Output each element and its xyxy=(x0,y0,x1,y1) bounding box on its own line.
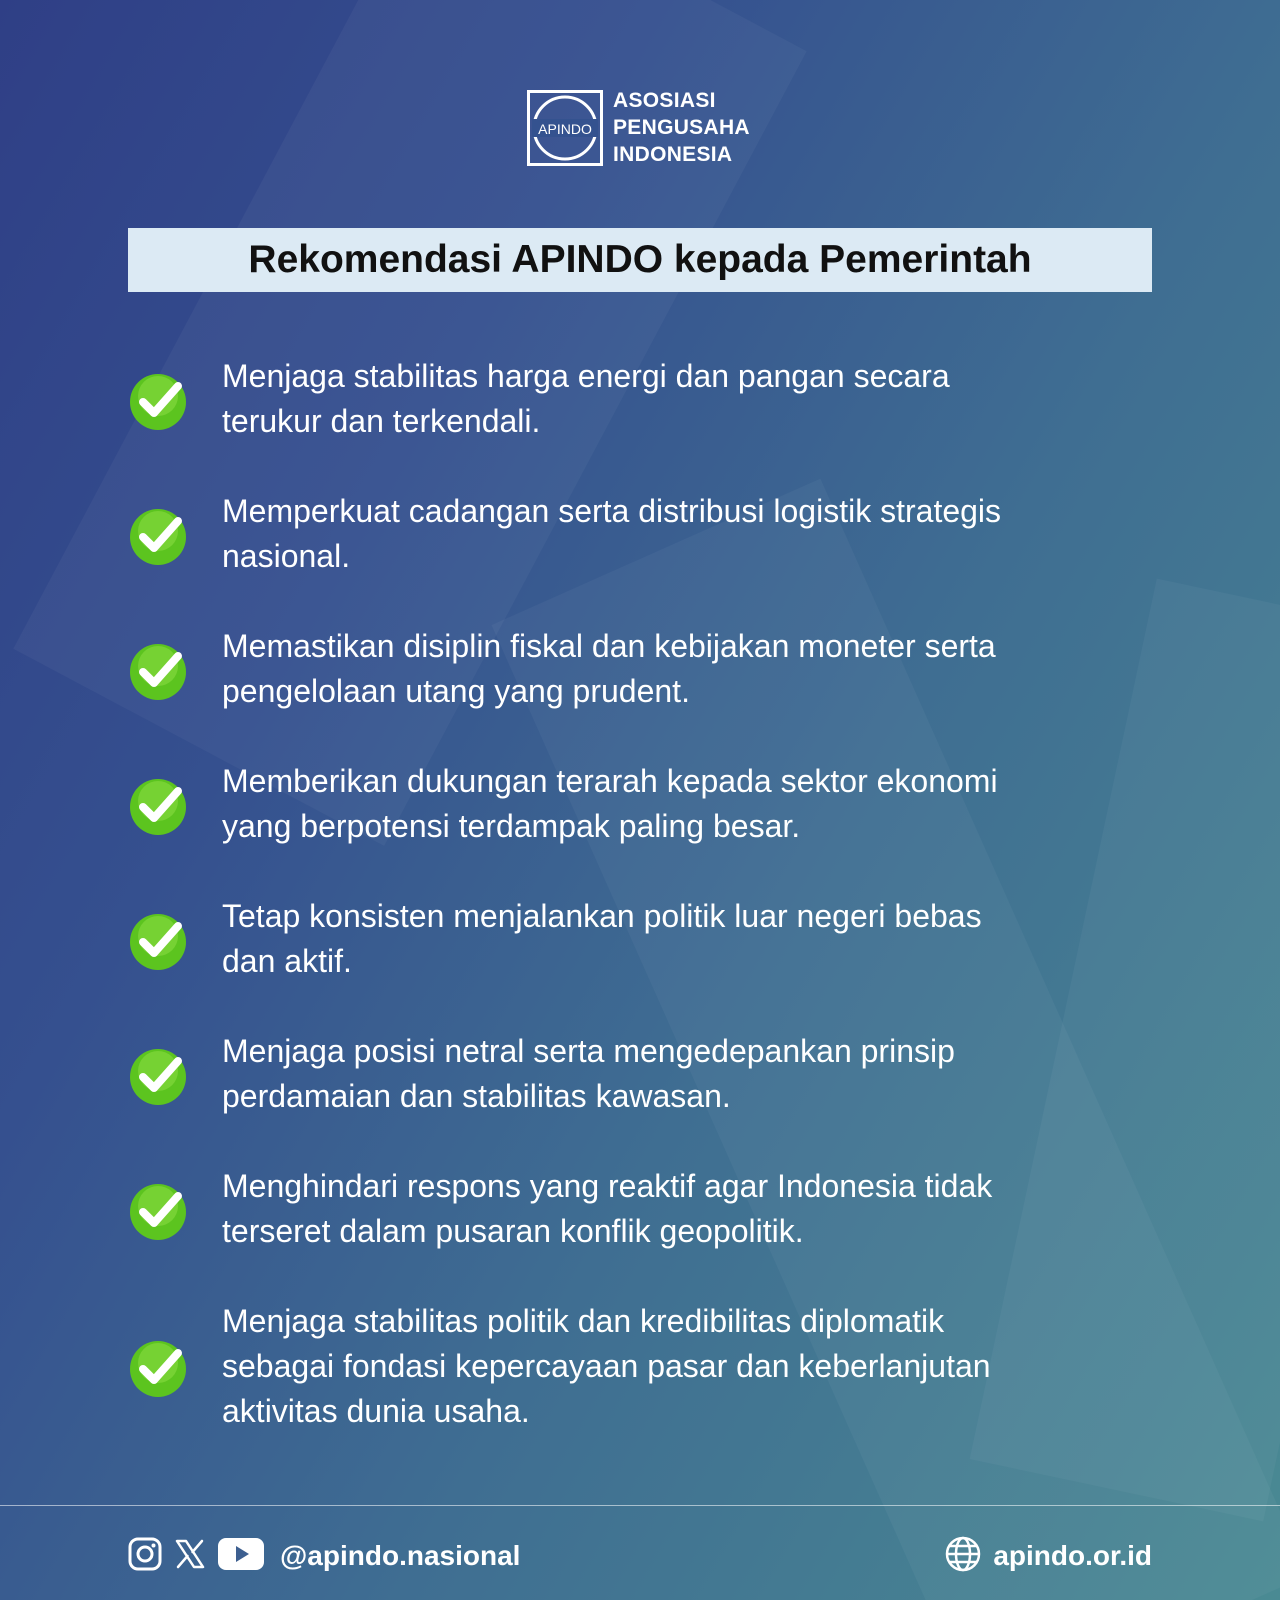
list-item-text: Memperkuat cadangan serta distribusi logistik strategis nasional. xyxy=(222,493,1002,574)
footer-divider xyxy=(0,1505,1280,1506)
apindo-logo-text xyxy=(613,87,750,168)
social-handle[interactable]: @apindo.nasional xyxy=(280,1540,521,1571)
check-icon xyxy=(128,507,188,567)
list-item-text: Menjaga stabilitas harga energi dan pangan secara terukur dan terkendali. xyxy=(222,358,950,439)
list-item-text: Menghindari respons yang reaktif agar Indonesia tidak terseret dalam pusaran konflik geopolitik. xyxy=(222,1168,993,1249)
logo-line-3: INDONESIA xyxy=(613,143,733,166)
instagram-icon[interactable] xyxy=(128,1537,162,1576)
list-item-text: Memberikan dukungan terarah kepada sektor ekonomi yang berpotensi terdampak paling besar. xyxy=(222,763,998,844)
check-icon xyxy=(128,1047,188,1107)
apindo-logo-mark xyxy=(527,90,603,166)
check-icon xyxy=(128,912,188,972)
website-url[interactable]: apindo.or.id xyxy=(993,1540,1152,1571)
logo-line-2: PENGUSAHA xyxy=(613,116,750,139)
list-item-text: Menjaga stabilitas politik dan kredibilitas diplomatik sebagai fondasi kepercayaan pasar dan keberlanjutan aktivitas dunia usaha. xyxy=(222,1303,991,1429)
page-title: Rekomendasi APINDO kepada Pemerintah xyxy=(128,228,1152,292)
globe-icon xyxy=(945,1536,981,1577)
check-icon xyxy=(128,642,188,702)
check-icon xyxy=(128,1339,188,1399)
svg-text:APINDO: APINDO xyxy=(538,120,592,137)
website-link xyxy=(945,1533,1152,1579)
apindo-logo xyxy=(527,87,750,168)
youtube-icon[interactable] xyxy=(218,1538,264,1575)
list-item-text: Tetap konsisten menjalankan politik luar negeri bebas dan aktif. xyxy=(222,898,982,979)
list-item-text: Memastikan disiplin fiskal dan kebijakan moneter serta pengelolaan utang yang prudent. xyxy=(222,628,996,709)
x-icon[interactable] xyxy=(174,1538,206,1575)
check-icon xyxy=(128,1182,188,1242)
check-icon xyxy=(128,777,188,837)
logo-line-1: ASOSIASI xyxy=(613,89,716,112)
check-icon xyxy=(128,372,188,432)
list-item-text: Menjaga posisi netral serta mengedepankan prinsip perdamaian dan stabilitas kawasan. xyxy=(222,1033,955,1114)
social-links xyxy=(128,1533,520,1579)
